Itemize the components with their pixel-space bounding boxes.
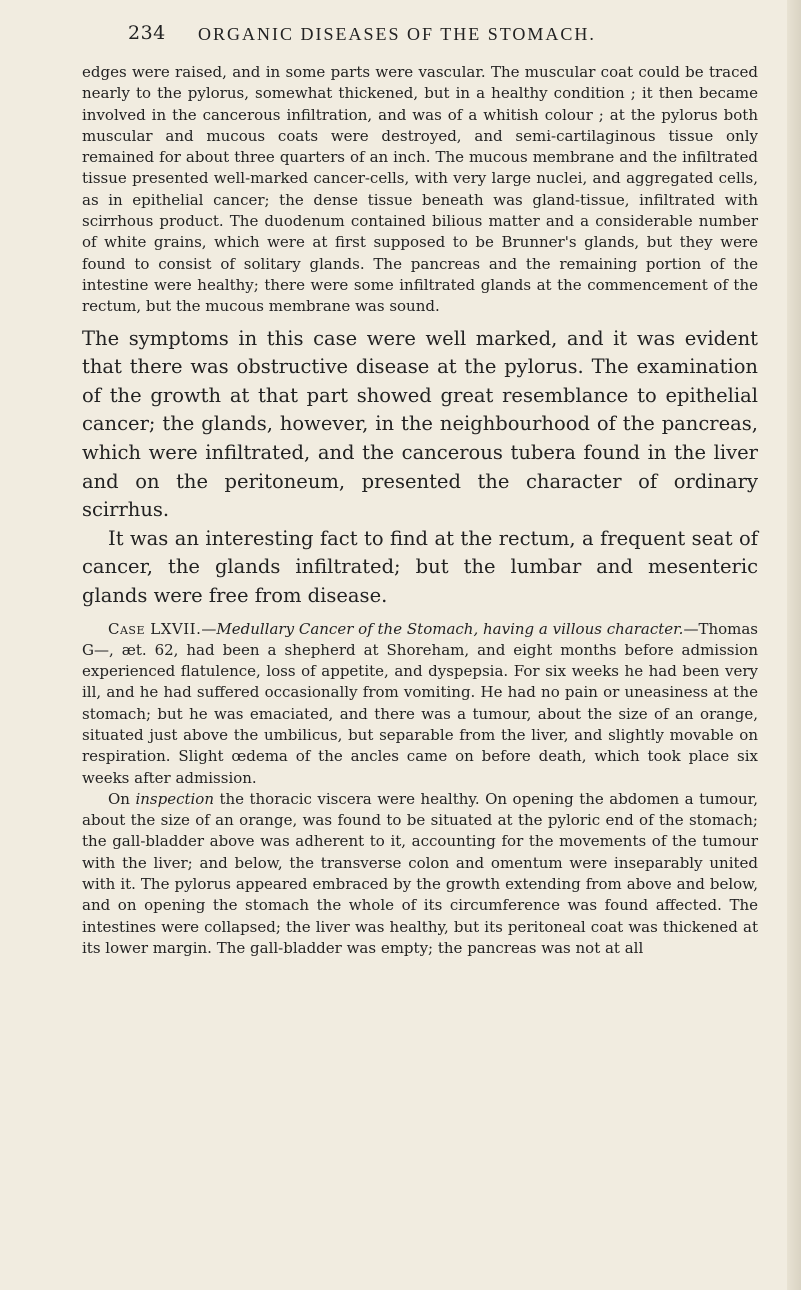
running-title: ORGANIC DISEASES OF THE STOMACH. bbox=[198, 24, 596, 44]
page-edge bbox=[787, 0, 801, 1290]
paragraph-symptoms-commentary: The symptoms in this case were well marked, and it was evident that there was obstructive disease at the pylorus. The examination of the growth at that part showed great resemblance to epithelial cancer; the glands, however, in the neighbourhood of the pancreas, which were infiltrated, and the cancerous tubera found in the liver and on the peritoneum, presented the character of ordinary scirrhus. bbox=[82, 326, 758, 522]
case-title: Medullary Cancer of the Stomach, having a villous character. bbox=[216, 619, 684, 638]
page-body bbox=[82, 62, 758, 959]
inspection-term: inspection bbox=[135, 789, 214, 808]
case-label: Case LXVII. bbox=[108, 619, 202, 638]
paragraph-case-lxvii: Case LXVII.—Medullary Cancer of the Stomach, having a villous character.—Thomas G—, æt. 62, had been a shepherd at Shoreham, and eight months before admission experienced flatulence, loss of appetite, and dyspepsia. For six weeks he had been very ill, and he had suffered occasionally from vomiting. He had no pain or uneasiness at the stomach; but he was emaciated, and there was a tumour, about the size of an orange, situated just above the umbilicus, but separable from the liver, and slightly movable on respiration. Slight œdema of the ancles came on before death, which took place six weeks after admission. bbox=[82, 619, 758, 787]
paragraph-autopsy-continued: edges were raised, and in some parts were vascular. The muscular coat could be traced nearly to the pylorus, somewhat thickened, but in a healthy condition ; it then became involved in the cancerous infiltration, and was of a whitish colour ; at the pylorus both muscular and mucous coats were destroyed, and semi-cartilaginous tissue only remained for about three quarters of an inch. The mucous membrane and the infiltrated tissue presented well-marked cancer-cells, with very large nuclei, and aggregated cells, as in epithelial cancer; the dense tissue beneath was gland-tissue, infiltrated with scirrhous product. The duodenum contained bilious matter and a considerable number of white grains, which were at first supposed to be Brunner's glands, but they were found to consist of solitary glands. The pancreas and the remaining portion of the intestine were healthy; there were some infiltrated glands at the commencement of the rectum, but the mucous membrane was sound. bbox=[82, 63, 758, 316]
page-header bbox=[128, 22, 728, 48]
case-history: Thomas G—, æt. 62, had been a shepherd at Shoreham, and eight months before admission experienced flatulence, loss of appetite, and dyspepsia. For six weeks he had been very ill, and he had suffered occasionally from vomiting. He had no pain or uneasiness at the stomach; but he was emaciated, and there was a tumour, about the size of an orange, situated just above the umbilicus, but separable from the liver, and slightly movable on respiration. Slight œdema of the ancles came on before death, which took place six weeks after admission. bbox=[82, 619, 758, 787]
paragraph-rectum-commentary: It was an interesting fact to find at the rectum, a frequent seat of cancer, the glands infiltrated; but the lumbar and mesenteric glands were free from disease. bbox=[82, 526, 758, 607]
inspection-text: the thoracic viscera were healthy. On opening the abdomen a tumour, about the size of an orange, was found to be situated at the pyloric end of the stomach; the gall-bladder above was adherent to it, accounting for the movements of the tumour with the liver; and below, the transverse colon and omentum were inseparably united with it. The pylorus appeared embraced by the growth extending from above and below, and on opening the stomach the whole of its circumference was found affected. The intestines were collapsed; the liver was healthy, but its peritoneal coat was thickened at its lower margin. The gall-bladder was empty; the pancreas was not at all bbox=[82, 789, 758, 957]
page-number: 234 bbox=[128, 22, 166, 44]
inspection-lead: On bbox=[108, 789, 130, 808]
paragraph-inspection bbox=[82, 789, 758, 959]
